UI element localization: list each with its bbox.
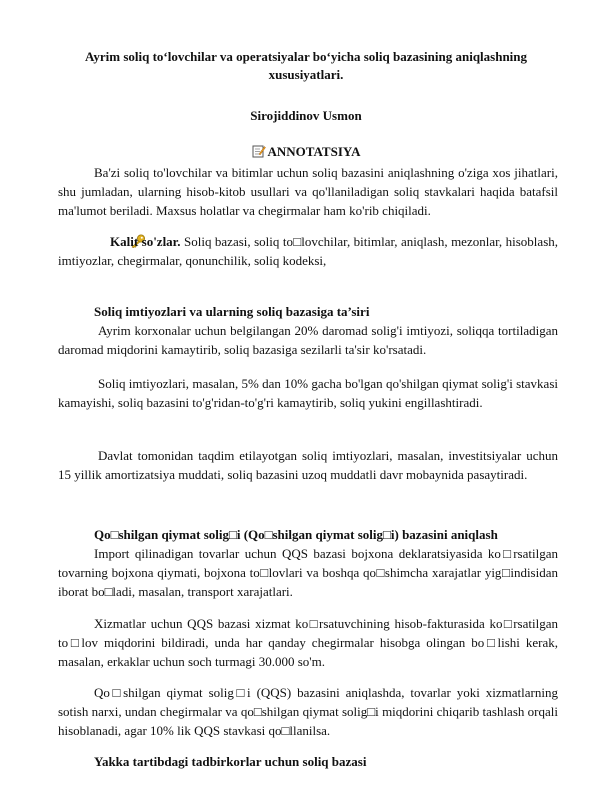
annotation-paragraph: Ba'zi soliq to'lovchilar va bitimlar uchun soliq bazasini aniqlashning o'ziga xos jihatlari, shu jumladan, ularning hisob-kitob usullari va qo'llaniladigan soliq stavkalari haqida batafsil ma'lumot beriladi. Maxsus holatlar va chegirmalar ham ko'rib chiqiladi.	[58, 165, 558, 218]
keywords-text: Soliq bazasi, soliq to□lovchilar, bitimlar, aniqlash, mezonlar, hisoblash, imtiyozlar, chegirmalar, qonunchilik, soliq kodeksi,	[58, 234, 558, 268]
section1-paragraph-2: Soliq imtiyozlari, masalan, 5% dan 10% gacha bo'lgan qo'shilgan qiymat solig'i stavkasi kamayishi, soliq bazasini to'g'ridan-to'g'ri kamaytirib, soliq yukini engillashtiradi.	[58, 376, 558, 410]
section-heading-entrepreneurs: Yakka tartibdagi tadbirkorlar uchun soliq bazasi	[94, 754, 367, 769]
section2-paragraph-2: Xizmatlar uchun QQS bazasi xizmat ko□rsatuvchining hisob-fakturasida ko□rsatilgan to□lov miqdorini bildiradi, unda har qanday chegirmalar hisobga olingan bo□lishi kerak, masalan, erkaklar uchun soch turmagi 30.000 so'm.	[58, 616, 558, 669]
document-title: Ayrim soliq to‘lovchilar va operatsiyalar bo‘yicha soliq bazasining aniqlashning xususiyatlari.	[84, 49, 528, 82]
memo-icon	[252, 144, 266, 158]
keywords-paragraph	[58, 232, 558, 270]
section-heading-tax-benefits: Soliq imtiyozlari va ularning soliq bazasiga ta’siri	[94, 304, 370, 319]
section-heading-vat-base: Qo□shilgan qiymat solig□i (Qo□shilgan qiymat solig□i) bazasini aniqlash	[94, 527, 498, 542]
annotation-heading-text: ANNOTATSIYA	[267, 144, 361, 159]
section1-paragraph-1: Ayrim korxonalar uchun belgilangan 20% daromad solig'i imtiyozi, soliqqa tortiladigan daromad miqdorini kamaytirib, soliq bazasiga sezilarli ta'sir ko'rsatadi.	[58, 323, 558, 357]
annotation-heading	[60, 143, 552, 161]
section1-paragraph-3: Davlat tomonidan taqdim etilayotgan soliq imtiyozlari, masalan, investitsiyalar uchun 15 yillik amortizatsiya muddati, soliq bazasini uzoq muddatli davr mobaynida pasaytiradi.	[58, 448, 558, 482]
author-name: Sirojiddinov Usmon	[250, 108, 362, 123]
key-icon	[94, 234, 110, 248]
section2-paragraph-3: Qo□shilgan qiymat solig□i (QQS) bazasini aniqlashda, tovarlar yoki xizmatlarning sotish narxi, undan chegirmalar va qo□shilgan qiymat solig□i miqdorini chiqarib tashlash orqali hisoblanadi, agar 10% lik QQS stavkasi qo□llanilsa.	[58, 685, 558, 738]
section2-paragraph-1: Import qilinadigan tovarlar uchun QQS bazasi bojxona deklaratsiyasida ko□rsatilgan tovarning bojxona qiymati, bojxona to□lovlari va boshqa qo□shimcha xarajatlar yig□indisidan iborat bo□ladi, masalan, transport xarajatlari.	[58, 546, 558, 599]
keywords-label: Kalit so'zlar.	[110, 234, 181, 249]
